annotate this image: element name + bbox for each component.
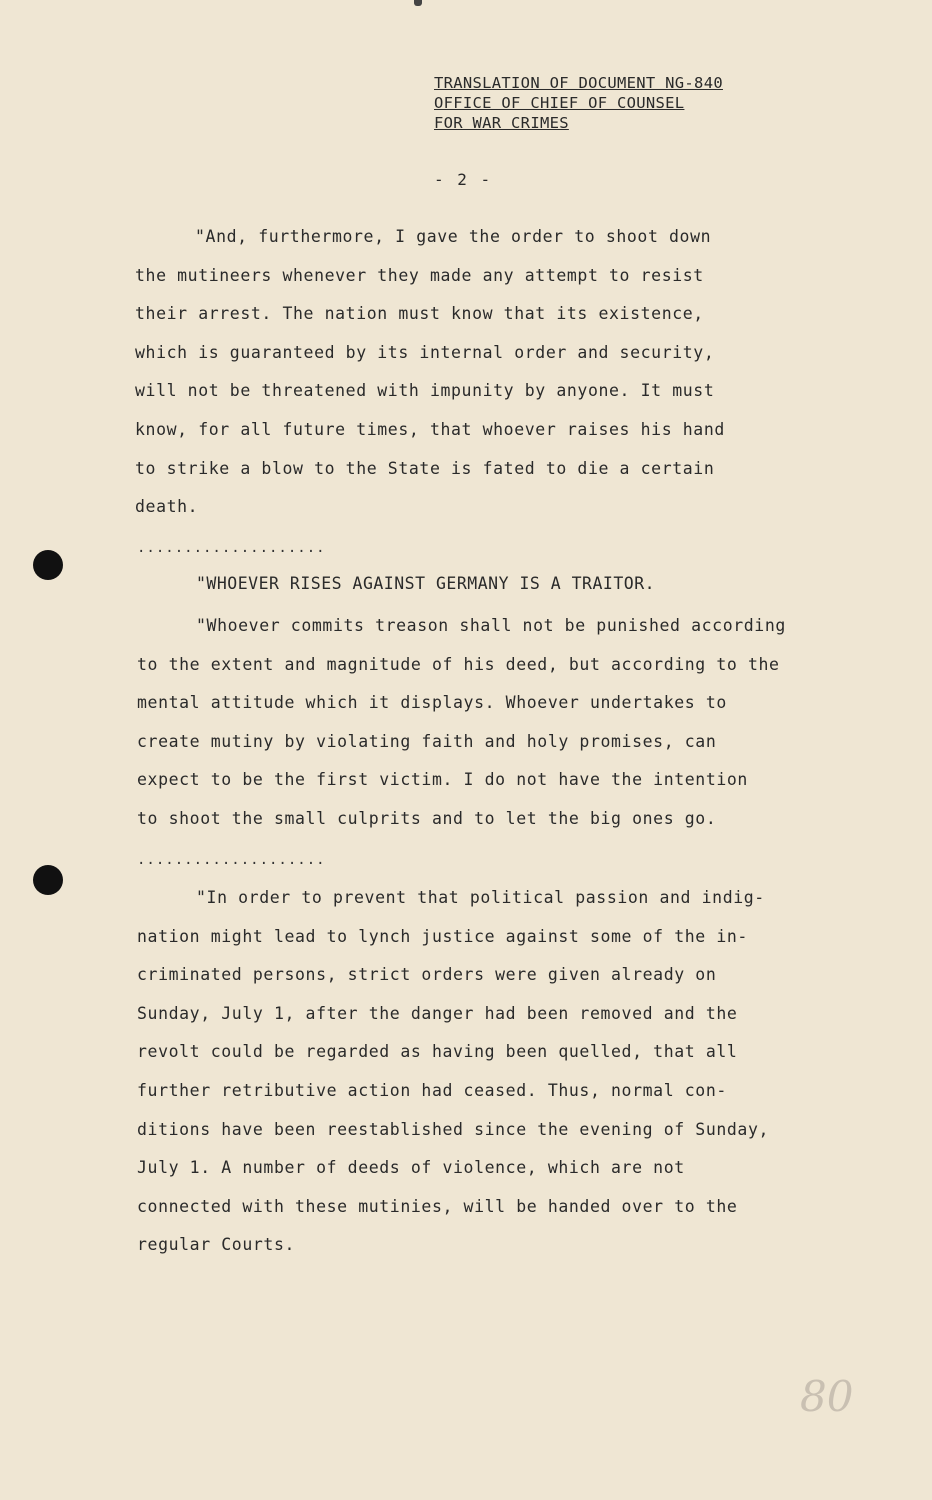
header-line-1: TRANSLATION OF DOCUMENT NG-840: [434, 74, 723, 92]
paragraph-line: nation might lead to lynch justice against some of the in-: [137, 926, 748, 946]
paragraph-line: "And, furthermore, I gave the order to shoot down: [195, 227, 712, 246]
paragraph-line: their arrest. The nation must know that its existence,: [135, 304, 704, 324]
header-line-2: OFFICE OF CHIEF OF COUNSEL: [434, 94, 685, 112]
paragraph-3: [137, 879, 769, 1265]
punch-hole-bottom: [33, 865, 63, 895]
paragraph-2: [137, 607, 786, 839]
paragraph-line: expect to be the first victim. I do not have the intention: [137, 770, 748, 790]
page-number: - 2 -: [434, 170, 493, 189]
paragraph-line: "Whoever commits treason shall not be punished according: [196, 616, 786, 635]
paragraph-1: [135, 218, 725, 527]
paragraph-line: which is guaranteed by its internal order and security,: [135, 342, 715, 362]
paragraph-line: "In order to prevent that political passion and indig-: [196, 888, 765, 907]
paragraph-line: the mutineers whenever they made any attempt to resist: [135, 265, 704, 285]
section-heading: "WHOEVER RISES AGAINST GERMANY IS A TRAITOR.: [196, 574, 656, 593]
paragraph-line: mental attitude which it displays. Whoever undertakes to: [137, 693, 727, 713]
separator-dots: ....................: [137, 852, 326, 868]
paragraph-line: to shoot the small culprits and to let the big ones go.: [137, 808, 717, 828]
paragraph-line: connected with these mutinies, will be handed over to the: [137, 1196, 738, 1216]
paragraph-line: revolt could be regarded as having been quelled, that all: [137, 1042, 738, 1062]
binding-mark: [414, 0, 422, 6]
paragraph-line: regular Courts.: [137, 1235, 296, 1255]
paragraph-line: further retributive action had ceased. Thus, normal con-: [137, 1080, 727, 1100]
document-header: [434, 73, 723, 133]
paragraph-line: criminated persons, strict orders were given already on: [137, 965, 717, 985]
header-line-3: FOR WAR CRIMES: [434, 114, 569, 132]
paragraph-line: to the extent and magnitude of his deed, but according to the: [137, 654, 780, 674]
paragraph-line: will not be threatened with impunity by anyone. It must: [135, 381, 715, 401]
separator-dots: ....................: [137, 540, 326, 556]
handwritten-folio-number: 80: [800, 1372, 854, 1421]
paragraph-line: Sunday, July 1, after the danger had been removed and the: [137, 1003, 738, 1023]
paragraph-line: death.: [135, 497, 199, 517]
paragraph-line: ditions have been reestablished since the evening of Sunday,: [137, 1119, 770, 1139]
paragraph-line: to strike a blow to the State is fated to die a certain: [135, 458, 715, 478]
paragraph-line: July 1. A number of deeds of violence, which are not: [137, 1158, 685, 1178]
paragraph-line: know, for all future times, that whoever raises his hand: [135, 419, 725, 439]
paragraph-line: create mutiny by violating faith and holy promises, can: [137, 731, 717, 751]
punch-hole-top: [33, 550, 63, 580]
